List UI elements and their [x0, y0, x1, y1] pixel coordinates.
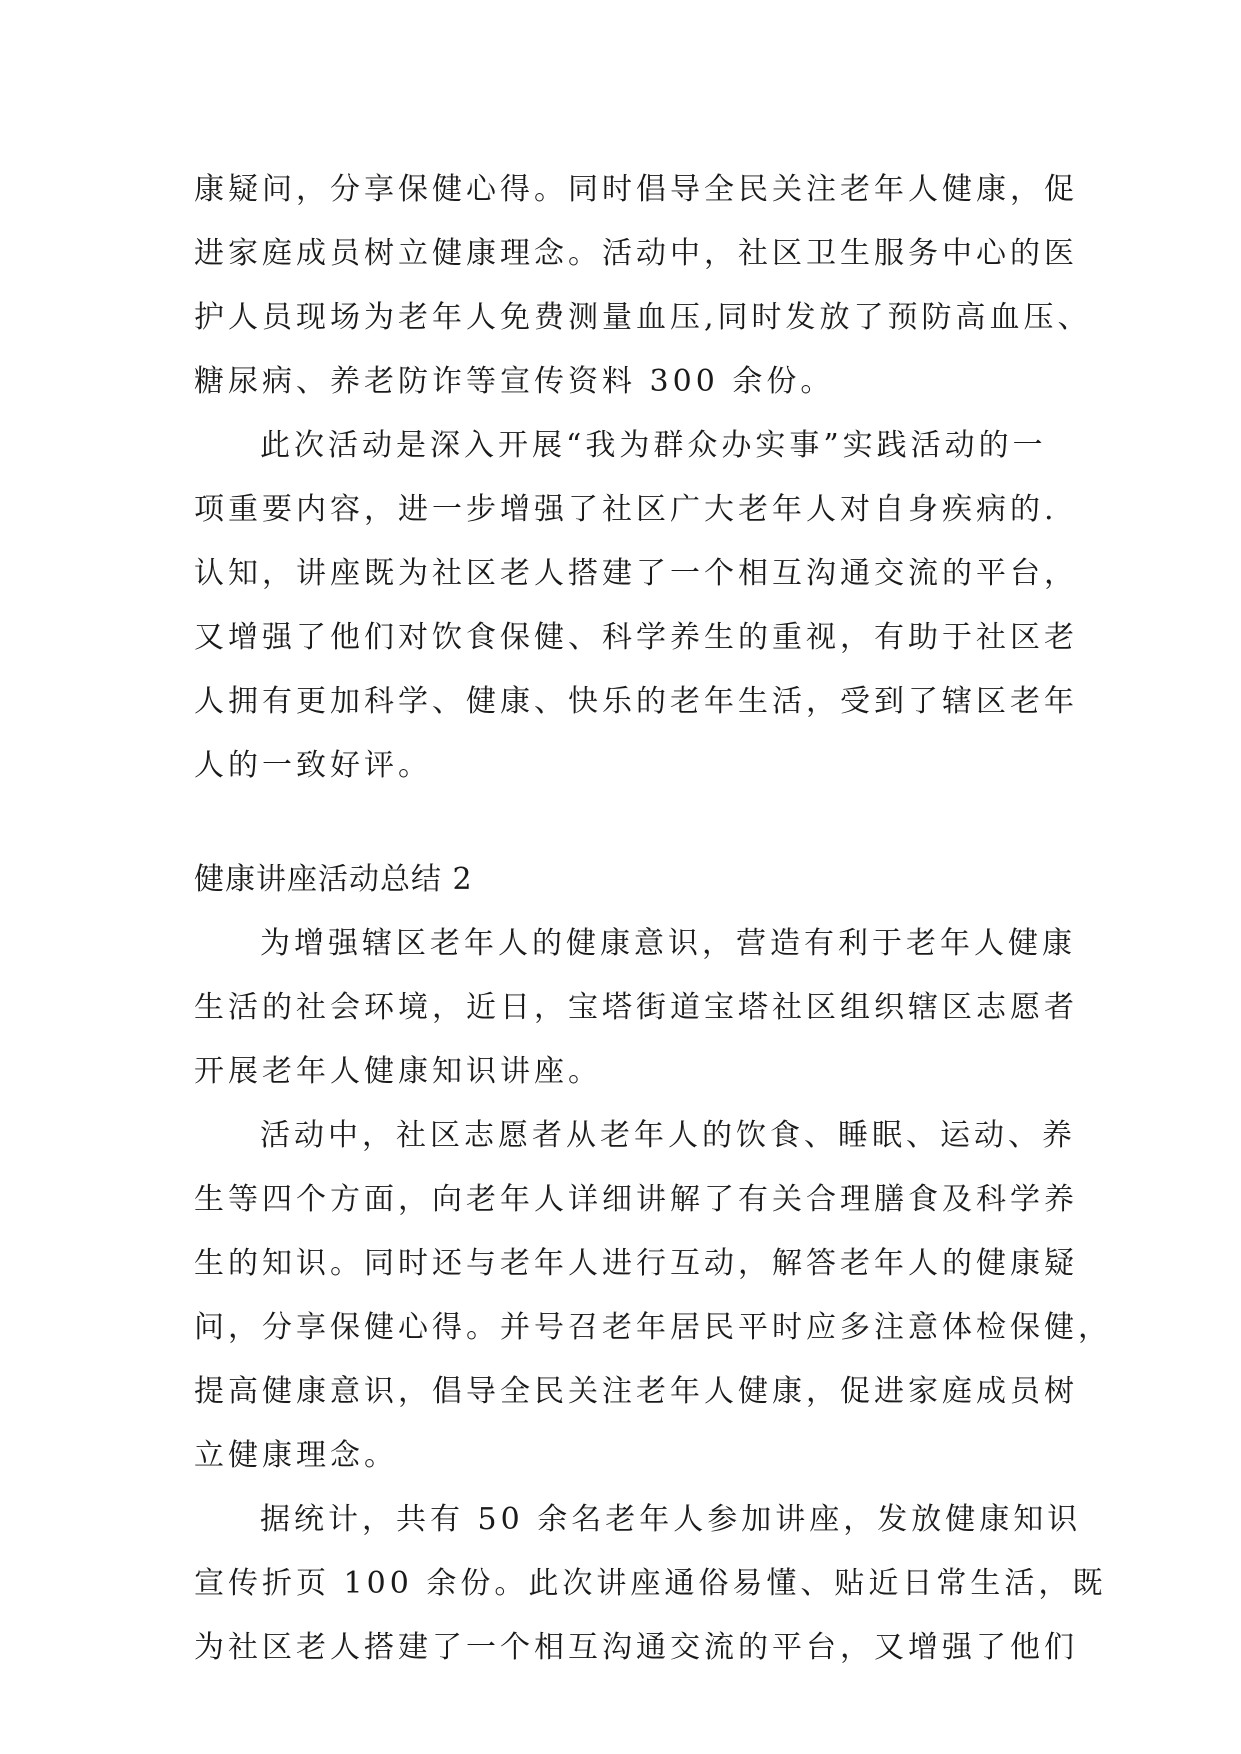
paragraph-5-line-3: 为社区老人搭建了一个相互沟通交流的平台，又增强了他们 [194, 1630, 1078, 1665]
paragraph-1-line-4: 糖尿病、养老防诈等宣传资料 300 余份。 [194, 364, 835, 399]
paragraph-1-line-1: 康疑问，分享保健心得。同时倡导全民关注老年人健康，促 [194, 172, 1078, 207]
paragraph-3-line-3: 开展老年人健康知识讲座。 [194, 1054, 602, 1089]
paragraph-2-line-4: 又增强了他们对饮食保健、科学养生的重视，有助于社区老 [194, 620, 1078, 655]
paragraph-5-line-1: 据统计，共有 50 余名老年人参加讲座，发放健康知识 [260, 1502, 1082, 1537]
paragraph-4-line-6: 立健康理念。 [194, 1438, 398, 1473]
paragraph-1-line-3: 护人员现场为老年人免费测量血压,同时发放了预防高血压、 [194, 300, 1092, 335]
section-spacer [194, 798, 1094, 848]
document-body [194, 158, 1112, 1680]
paragraph-4-line-4: 问，分享保健心得。并号召老年居民平时应多注意体检保健， [194, 1310, 1112, 1345]
paragraph-1-line-2: 进家庭成员树立健康理念。活动中，社区卫生服务中心的医 [194, 236, 1078, 271]
paragraph-2-line-2: 项重要内容，进一步增强了社区广大老年人对自身疾病的. [194, 492, 1058, 527]
paragraph-4-line-5: 提高健康意识，倡导全民关注老年人健康，促进家庭成员树 [194, 1374, 1078, 1409]
paragraph-3-line-1: 为增强辖区老年人的健康意识，营造有利于老年人健康 [260, 926, 1076, 961]
paragraph-2-line-3: 认知，讲座既为社区老人搭建了一个相互沟通交流的平台， [194, 556, 1078, 591]
paragraph-4-line-2: 生等四个方面，向老年人详细讲解了有关合理膳食及科学养 [194, 1182, 1078, 1217]
paragraph-2-line-5: 人拥有更加科学、健康、快乐的老年生活，受到了辖区老年 [194, 684, 1078, 719]
paragraph-4-line-1: 活动中，社区志愿者从老年人的饮食、睡眠、运动、养 [260, 1118, 1076, 1153]
paragraph-2-line-1: 此次活动是深入开展“我为群众办实事”实践活动的一 [260, 428, 1047, 463]
paragraph-4-line-3: 生的知识。同时还与老年人进行互动，解答老年人的健康疑 [194, 1246, 1078, 1281]
paragraph-3-line-2: 生活的社会环境，近日，宝塔街道宝塔社区组织辖区志愿者 [194, 990, 1078, 1025]
paragraph-2-line-6: 人的一致好评。 [194, 748, 432, 783]
paragraph-5-line-2: 宣传折页 100 余份。此次讲座通俗易懂、贴近日常生活，既 [194, 1566, 1107, 1601]
section-heading: 健康讲座活动总结 2 [194, 862, 473, 897]
